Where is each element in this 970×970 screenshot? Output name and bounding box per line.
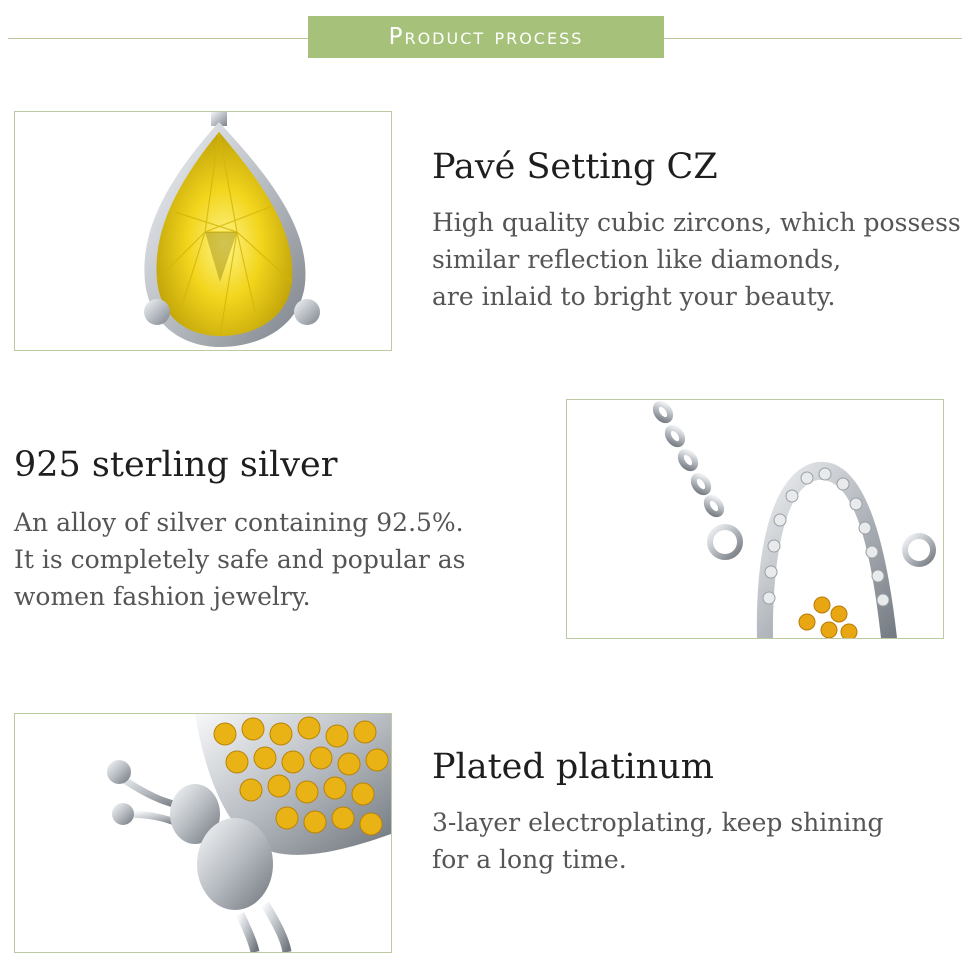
feature-description-pave-setting — [432, 204, 961, 315]
description-line: are inlaid to bright your beauty. — [432, 282, 836, 311]
chain-pendant-photo — [566, 399, 944, 639]
yellow-gem-photo — [14, 111, 392, 351]
section-title: Product process — [388, 24, 584, 50]
section-title-banner — [308, 16, 664, 58]
feature-title-plated-platinum: Plated platinum — [432, 747, 714, 787]
description-line: for a long time. — [432, 845, 627, 874]
description-line: It is completely safe and popular as — [14, 545, 466, 574]
description-line: women fashion jewelry. — [14, 582, 311, 611]
feature-description-plated-platinum — [432, 804, 883, 878]
description-line: High quality cubic zircons, which possess — [432, 208, 961, 237]
bee-pendant-photo — [14, 713, 392, 953]
description-line: similar reflection like diamonds, — [432, 245, 842, 274]
description-line: 3-layer electroplating, keep shining — [432, 808, 884, 837]
feature-title-pave-setting: Pavé Setting CZ — [432, 147, 718, 187]
feature-description-sterling-silver — [14, 504, 465, 615]
description-line: An alloy of silver containing 92.5%. — [14, 508, 464, 537]
feature-title-sterling-silver: 925 sterling silver — [14, 445, 338, 485]
